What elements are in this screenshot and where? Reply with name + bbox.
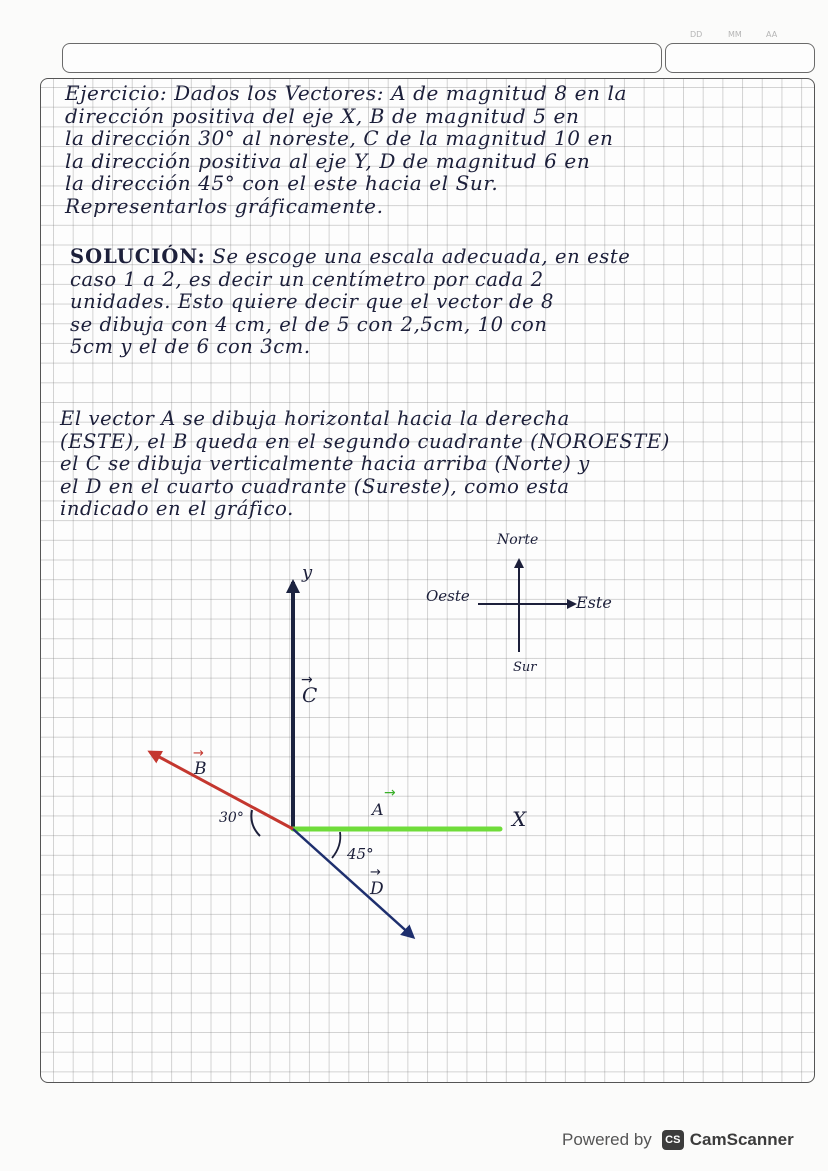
vector-a-arrow-mark: → — [384, 785, 396, 801]
date-month-mark: MM — [728, 30, 742, 39]
vector-b-arrow-mark: → — [193, 746, 204, 761]
date-day-mark: DD — [690, 30, 703, 39]
powered-by-text: Powered by — [562, 1130, 652, 1149]
angle-b-arc — [251, 810, 260, 836]
camscanner-logo-icon: CS — [662, 1130, 684, 1150]
compass-north-label: Norte — [497, 532, 539, 548]
vector-a-label: A — [372, 800, 384, 819]
exercise-line: la dirección 45° con el este hacia el Sur. — [65, 171, 499, 195]
exercise-line: Ejercicio: Dados los Vectores: A de magnitud 8 en la — [65, 81, 628, 105]
compass-west-label: Oeste — [426, 587, 470, 605]
angle-d-label: 45° — [347, 845, 374, 863]
vector-d-arrow-mark: → — [370, 865, 381, 880]
description-line: (ESTE), el B queda en el segundo cuadrante (NOROESTE) — [60, 429, 670, 453]
compass-east-label: Este — [576, 593, 612, 612]
angle-b-label: 30° — [219, 810, 244, 826]
description-line: indicado en el gráfico. — [60, 497, 294, 520]
description-line: El vector A se dibuja horizontal hacia la derecha — [60, 407, 570, 430]
solution-line: unidades. Esto quiere decir que el vector de 8 — [70, 290, 555, 313]
exercise-line: dirección positiva del eje X, B de magnitud 5 en — [65, 103, 580, 128]
solution-line: 5cm y el de 6 con 3cm. — [70, 335, 311, 358]
description-line: el D en el cuarto cuadrante (Sureste), como esta — [60, 474, 570, 498]
vector-c-arrow-mark: → — [301, 672, 313, 688]
vector-b-label: B — [194, 759, 207, 779]
exercise-line: la dirección positiva al eje Y, D de magnitud 6 en — [65, 148, 591, 173]
camscanner-brand: CamScanner — [689, 1130, 794, 1149]
vector-d-label: D — [370, 879, 384, 899]
solution-line: Se escoge una escala adecuada, en este — [212, 245, 631, 268]
solution-label: SOLUCIÓN: — [70, 245, 206, 268]
compass-rose — [426, 532, 612, 675]
x-axis-label: X — [512, 807, 527, 831]
solution-line: caso 1 a 2, es decir un centímetro por cada 2 — [70, 267, 544, 291]
date-year-mark: AA — [766, 30, 778, 39]
camscanner-watermark — [562, 1127, 794, 1153]
vector-c-label: C — [302, 683, 318, 707]
exercise-line: Representarlos gráficamente. — [65, 193, 384, 218]
description-line: el C se dibuja verticalmente hacia arriba (Norte) y — [60, 452, 590, 475]
solution-line: se dibuja con 4 cm, el de 5 con 2,5cm, 10 con — [70, 312, 548, 336]
y-axis-label: y — [302, 562, 313, 583]
angle-d-arc — [332, 832, 340, 858]
exercise-line: la dirección 30° al noreste, C de la magnitud 10 en — [65, 126, 614, 150]
compass-south-label: Sur — [513, 660, 537, 675]
